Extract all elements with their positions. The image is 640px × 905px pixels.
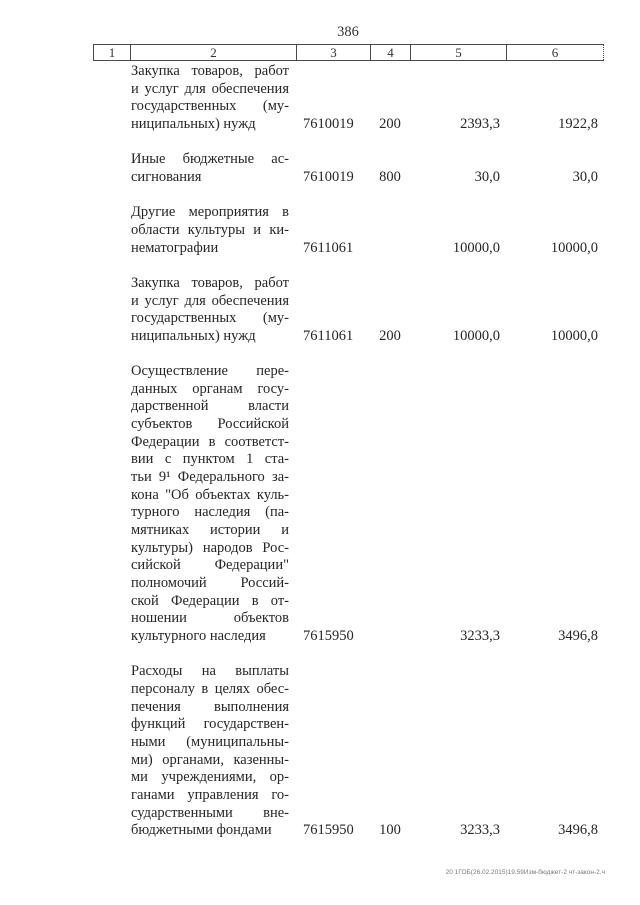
table-body bbox=[0, 63, 640, 858]
row-text-line: турного наследия (па- bbox=[131, 504, 289, 521]
row-text-line: дарственной власти bbox=[131, 398, 289, 415]
row-text-line: ми) органами, казенны- bbox=[131, 751, 289, 768]
row-value-col6: 3496,8 bbox=[558, 628, 598, 644]
row-value-col5: 30,0 bbox=[474, 168, 500, 185]
row-text-line: и услуг для обеспечения bbox=[131, 80, 289, 97]
row-text-line: нематографии bbox=[131, 239, 219, 256]
row-text-line: Осуществление пере- bbox=[131, 363, 289, 380]
table-row bbox=[0, 151, 640, 186]
row-code: 7611061 bbox=[303, 327, 354, 344]
row-description bbox=[131, 151, 289, 186]
row-text-line: Другие мероприятия в bbox=[131, 204, 289, 221]
row-text-line: ношении объектов bbox=[131, 610, 289, 627]
row-value-col6: 10000,0 bbox=[550, 239, 598, 256]
column-header-4: 4 bbox=[370, 45, 410, 60]
table-row bbox=[0, 663, 640, 840]
row-description bbox=[131, 663, 289, 840]
row-value-col6: 1922,8 bbox=[558, 115, 598, 132]
row-text-line: мятниках истории и bbox=[131, 522, 289, 539]
table-row bbox=[0, 63, 640, 134]
table-row bbox=[0, 363, 640, 646]
page-number: 386 bbox=[337, 24, 359, 40]
row-expense-type: 200 bbox=[379, 115, 401, 132]
row-description bbox=[131, 63, 289, 134]
row-text-line: области культуры и ки- bbox=[131, 221, 289, 238]
row-expense-type: 100 bbox=[379, 822, 401, 839]
row-value-col6: 10000,0 bbox=[550, 327, 598, 344]
row-value-col6: 30,0 bbox=[572, 168, 598, 185]
row-text-line: функций государствен- bbox=[131, 716, 289, 733]
row-expense-type: 800 bbox=[379, 168, 401, 185]
row-text-line: персоналу в целях обес- bbox=[131, 680, 289, 697]
table-header-row bbox=[93, 44, 604, 61]
row-text-line: ными (муниципальны- bbox=[131, 733, 289, 750]
row-text-line: ниципальных) нужд bbox=[131, 327, 256, 344]
row-text-line: культурного наследия bbox=[131, 628, 266, 644]
row-value-col5: 3233,3 bbox=[460, 822, 500, 839]
row-expense-type: 200 bbox=[379, 327, 401, 344]
row-text-line: сийской Федерации" bbox=[131, 557, 289, 574]
row-code: 7615950 bbox=[303, 628, 354, 644]
row-text-line: Иные бюджетные ас- bbox=[131, 151, 289, 168]
row-code: 7610019 bbox=[303, 168, 354, 185]
row-code: 7610019 bbox=[303, 115, 354, 132]
row-value-col6: 3496,8 bbox=[558, 822, 598, 839]
row-text-line: ганами управления го- bbox=[131, 786, 289, 803]
row-text-line: культуры) народов Рос- bbox=[131, 539, 289, 556]
row-text-line: данных органам госу- bbox=[131, 380, 289, 397]
column-header-3: 3 bbox=[296, 45, 370, 60]
row-text-line: и услуг для обеспечения bbox=[131, 292, 289, 309]
row-text-line: субъектов Российской bbox=[131, 416, 289, 433]
row-text-line: тьи 9¹ Федерального за- bbox=[131, 469, 289, 486]
row-text-line: ской Федерации в от- bbox=[131, 592, 289, 609]
row-description bbox=[131, 363, 289, 646]
row-text-line: бюджетными фондами bbox=[131, 822, 272, 839]
row-description bbox=[131, 275, 289, 346]
row-code: 7615950 bbox=[303, 822, 354, 839]
row-text-line: государственных (му- bbox=[131, 98, 289, 115]
row-text-line: вии с пунктом 1 ста- bbox=[131, 451, 289, 468]
row-text-line: сигнования bbox=[131, 168, 202, 185]
row-value-col5: 10000,0 bbox=[452, 327, 500, 344]
column-header-2: 2 bbox=[130, 45, 296, 60]
column-header-6: 6 bbox=[506, 45, 604, 60]
row-text-line: ниципальных) нужд bbox=[131, 115, 256, 132]
file-stamp: 20 1ГОБ(26.02.2015)19.59Изм-бюджет-2 чт-закон-2.ч bbox=[445, 869, 605, 876]
row-text-line: полномочий Россий- bbox=[131, 575, 289, 592]
table-row bbox=[0, 204, 640, 257]
row-text-line: ми учреждениями, ор- bbox=[131, 769, 289, 786]
row-value-col5: 2393,3 bbox=[460, 115, 500, 132]
row-text-line: кона "Об объектах куль- bbox=[131, 486, 289, 503]
row-description bbox=[131, 204, 289, 257]
table-row bbox=[0, 275, 640, 346]
row-code: 7611061 bbox=[303, 239, 354, 256]
row-text-line: государственных (му- bbox=[131, 310, 289, 327]
row-text-line: сударственными вне- bbox=[131, 804, 289, 821]
row-value-col5: 3233,3 bbox=[460, 628, 500, 644]
column-header-5: 5 bbox=[410, 45, 506, 60]
row-value-col5: 10000,0 bbox=[452, 239, 500, 256]
row-text-line: Закупка товаров, работ bbox=[131, 274, 289, 291]
row-text-line: Расходы на выплаты bbox=[131, 663, 289, 680]
row-text-line: Федерации в соответст- bbox=[131, 433, 289, 450]
column-header-1: 1 bbox=[93, 45, 130, 60]
row-text-line: Закупка товаров, работ bbox=[131, 63, 289, 79]
row-text-line: печения выполнения bbox=[131, 698, 289, 715]
